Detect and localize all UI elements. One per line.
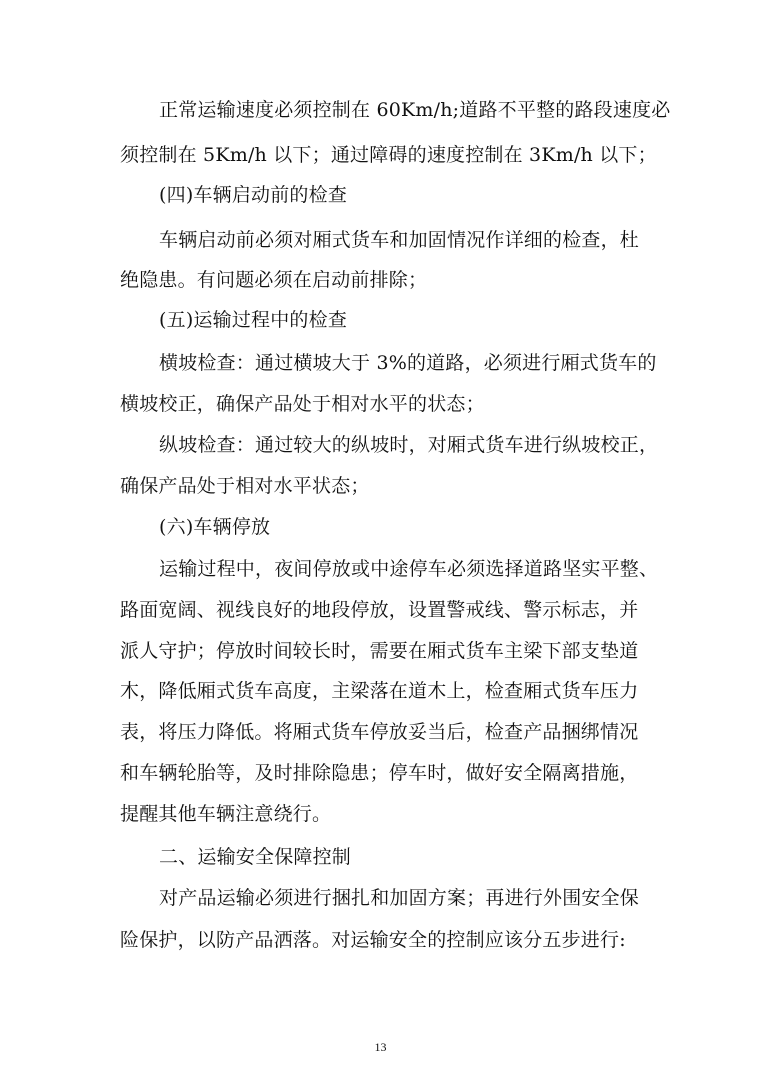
text-line: 提醒其他车辆注意绕行。 bbox=[120, 803, 332, 825]
section-heading: (五)运输过程中的检查 bbox=[159, 309, 348, 331]
text-line: 路面宽阔、视线良好的地段停放，设置警戒线、警示标志，并 bbox=[120, 599, 639, 621]
text-line: 表，将压力降低。将厢式货车停放妥当后，检查产品捆绑情况 bbox=[120, 721, 639, 743]
page-number: 13 bbox=[374, 1040, 387, 1054]
text-line: 绝隐患。有问题必须在启动前排除； bbox=[120, 269, 428, 291]
text-line: 车辆启动前必须对厢式货车和加固情况作详细的检查，杜 bbox=[159, 229, 640, 251]
text-line: 确保产品处于相对水平状态； bbox=[120, 475, 370, 497]
section-heading: 二、运输安全保障控制 bbox=[159, 846, 352, 868]
text-line: 须控制在 5Km/h 以下；通过障碍的速度控制在 3Km/h 以下； bbox=[120, 144, 657, 166]
section-heading: (四)车辆启动前的检查 bbox=[159, 184, 348, 206]
text-line: 横坡检查：通过横坡大于 3%的道路，必须进行厢式货车的 bbox=[159, 352, 657, 374]
text-line: 横坡校正，确保产品处于相对水平的状态； bbox=[120, 393, 485, 415]
text-line: 正常运输速度必须控制在 60Km/h;道路不平整的路段速度必 bbox=[159, 99, 671, 121]
text-line: 派人守护；停放时间较长时，需要在厢式货车主梁下部支垫道 bbox=[120, 640, 639, 662]
text-line: 运输过程中，夜间停放或中途停车必须选择道路坚实平整、 bbox=[159, 558, 659, 580]
text-line: 木，降低厢式货车高度，主梁落在道木上，检查厢式货车压力 bbox=[120, 680, 639, 702]
text-line: 对产品运输必须进行捆扎和加固方案；再进行外围安全保 bbox=[159, 887, 640, 909]
text-line: 险保护，以防产品洒落。对运输安全的控制应该分五步进行: bbox=[120, 929, 626, 951]
section-heading: (六)车辆停放 bbox=[159, 516, 271, 538]
text-line: 纵坡检查：通过较大的纵坡时，对厢式货车进行纵坡校正， bbox=[159, 434, 659, 456]
text-line: 和车辆轮胎等，及时排除隐患；停车时，做好安全隔离措施， bbox=[120, 762, 639, 784]
